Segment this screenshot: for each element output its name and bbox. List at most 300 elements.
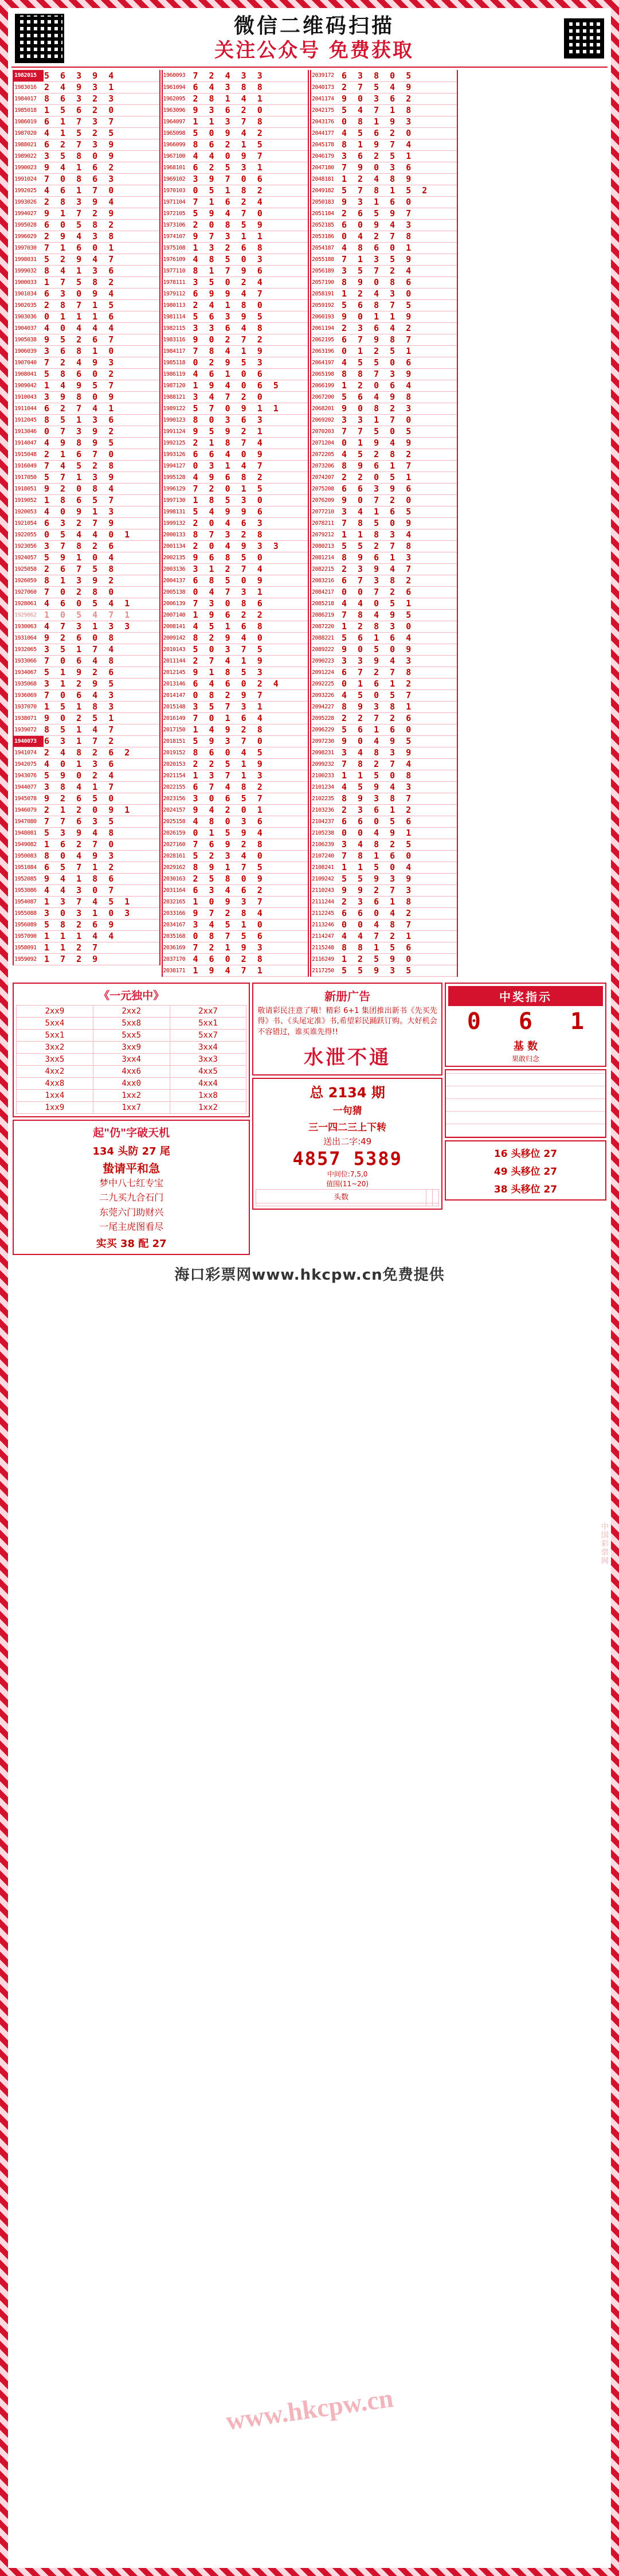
row-numbers: 3 9 8 0 9 bbox=[44, 391, 159, 403]
row-numbers: 8 1 3 9 2 bbox=[44, 575, 159, 586]
row-numbers: 0 0 4 9 1 bbox=[341, 827, 457, 839]
table-row bbox=[163, 219, 308, 231]
qr-code-icon-left[interactable] bbox=[15, 14, 64, 63]
table-row bbox=[163, 265, 308, 276]
table-row bbox=[311, 804, 457, 816]
table-row bbox=[14, 644, 159, 655]
row-period: 1941074 bbox=[14, 747, 44, 758]
row-period: 2087220 bbox=[311, 621, 341, 632]
header-title-line2: 关注公众号 免费获取 bbox=[214, 39, 414, 63]
table-row bbox=[311, 644, 457, 655]
row-period: 2117250 bbox=[311, 965, 341, 976]
table-row bbox=[163, 678, 308, 689]
row-period: 1900033 bbox=[14, 276, 44, 288]
table-row bbox=[163, 231, 308, 242]
row-numbers: 6 6 4 0 9 bbox=[193, 449, 308, 460]
table-row bbox=[163, 380, 308, 391]
row-period: 2114247 bbox=[311, 930, 341, 942]
row-numbers: 7 0 1 6 4 bbox=[193, 712, 308, 724]
table-row bbox=[163, 139, 308, 150]
row-numbers: 2 4 8 2 6 2 bbox=[44, 747, 159, 758]
poem-lines bbox=[16, 1176, 246, 1234]
row-numbers: 5 5 2 7 8 bbox=[341, 540, 457, 552]
table-row bbox=[311, 93, 457, 104]
row-numbers: 6 6 3 9 6 bbox=[341, 483, 457, 494]
table-row bbox=[311, 884, 457, 896]
row-numbers: 9 2 6 5 0 bbox=[44, 793, 159, 804]
row-period: 1945078 bbox=[14, 793, 44, 804]
table-row bbox=[14, 724, 159, 735]
table-row bbox=[311, 862, 457, 873]
table-row bbox=[14, 517, 159, 529]
row-period: 1930063 bbox=[14, 621, 44, 632]
row-numbers: 3 3 1 7 0 bbox=[341, 414, 457, 426]
table-row bbox=[163, 403, 308, 414]
row-numbers: 9 0 8 2 3 bbox=[341, 403, 457, 414]
row-period: 1988121 bbox=[163, 391, 193, 403]
award-digit: 6 bbox=[518, 1008, 532, 1035]
row-numbers: 2 7 5 4 9 bbox=[341, 81, 457, 93]
row-numbers: 3 3 9 4 3 bbox=[341, 655, 457, 667]
award-digit: 1 bbox=[570, 1008, 585, 1035]
one-yuan-cell: 2xx2 bbox=[93, 1005, 170, 1017]
one-yuan-cell: 4xx6 bbox=[93, 1065, 170, 1077]
row-numbers: 6 9 9 4 7 bbox=[193, 288, 308, 299]
table-row bbox=[311, 540, 457, 552]
table-row bbox=[163, 334, 308, 345]
row-numbers: 1 2 0 6 4 bbox=[341, 380, 457, 391]
row-numbers: 0 1 5 9 4 bbox=[193, 827, 308, 839]
table-row bbox=[311, 942, 457, 953]
riddle-text: 三一四二三上下转 bbox=[308, 1122, 387, 1134]
table-row bbox=[14, 127, 159, 139]
table-row bbox=[14, 747, 159, 758]
table-row bbox=[14, 655, 159, 667]
row-period: 2025158 bbox=[163, 816, 193, 827]
one-yuan-cell: 5xx5 bbox=[93, 1029, 170, 1041]
row-numbers: 2 8 3 9 4 bbox=[44, 196, 159, 208]
row-numbers: 8 8 7 3 9 bbox=[341, 368, 457, 380]
table-row bbox=[311, 529, 457, 540]
table-row bbox=[163, 930, 308, 942]
row-period: 2093226 bbox=[311, 689, 341, 701]
lower-right-column bbox=[445, 983, 606, 1255]
table-row bbox=[163, 953, 308, 965]
table-row bbox=[311, 655, 457, 667]
row-period: 1940073 bbox=[14, 735, 44, 747]
row-period: 2029162 bbox=[163, 862, 193, 873]
row-numbers: 0 7 3 9 2 bbox=[44, 426, 159, 437]
table-row bbox=[311, 403, 457, 414]
row-period: 1950083 bbox=[14, 850, 44, 862]
table-row bbox=[163, 208, 308, 219]
row-period: 2052185 bbox=[311, 219, 341, 231]
table-row bbox=[311, 196, 457, 208]
poem-line: 一尾主虎图看尽 bbox=[99, 1221, 164, 1233]
row-numbers: 4 9 6 8 2 bbox=[193, 471, 308, 483]
row-numbers: 9 3 1 6 0 bbox=[341, 196, 457, 208]
table-row bbox=[163, 517, 308, 529]
row-period: 2067200 bbox=[311, 391, 341, 403]
row-numbers: 4 5 6 2 0 bbox=[341, 127, 457, 139]
one-yuan-cell: 5xx1 bbox=[170, 1017, 246, 1029]
table-row bbox=[14, 873, 159, 884]
header-text-block bbox=[70, 14, 558, 63]
table-row bbox=[311, 299, 457, 311]
table-row bbox=[163, 162, 308, 173]
row-period: 1966099 bbox=[163, 139, 193, 150]
row-period: 2001134 bbox=[163, 540, 193, 552]
row-numbers: 2 6 7 5 8 bbox=[44, 563, 159, 575]
row-numbers: 7 0 6 4 3 bbox=[44, 689, 159, 701]
row-period: 2028161 bbox=[163, 850, 193, 862]
table-row bbox=[14, 311, 159, 322]
row-numbers: 4 0 4 4 4 bbox=[44, 322, 159, 334]
row-numbers: 8 9 1 7 5 bbox=[193, 862, 308, 873]
table-row bbox=[163, 598, 308, 609]
row-numbers: 7 8 4 1 9 bbox=[193, 345, 308, 357]
row-period: 1964097 bbox=[163, 116, 193, 127]
table-row bbox=[14, 219, 159, 231]
row-numbers: 9 0 4 9 5 bbox=[341, 735, 457, 747]
row-period: 2032165 bbox=[163, 896, 193, 907]
row-numbers: 6 3 0 9 4 bbox=[44, 288, 159, 299]
table-row bbox=[163, 311, 308, 322]
table-row bbox=[14, 380, 159, 391]
data-column-1 bbox=[13, 70, 160, 965]
table-row bbox=[311, 116, 457, 127]
table-row bbox=[311, 793, 457, 804]
table-row bbox=[311, 816, 457, 827]
table-row bbox=[311, 563, 457, 575]
table-row bbox=[163, 609, 308, 621]
one-yuan-cell: 4xx8 bbox=[17, 1077, 93, 1089]
row-period: 2010143 bbox=[163, 644, 193, 655]
row-period: 2042175 bbox=[311, 104, 341, 116]
row-numbers: 6 3 1 7 2 bbox=[44, 735, 159, 747]
table-row bbox=[14, 953, 159, 965]
table-row bbox=[14, 942, 159, 953]
row-period: 1914047 bbox=[14, 437, 44, 449]
row-period: 1998031 bbox=[14, 254, 44, 265]
table-row bbox=[311, 219, 457, 231]
row-numbers: 1 1 1 4 4 bbox=[44, 930, 159, 942]
table-row bbox=[311, 368, 457, 380]
table-row bbox=[163, 965, 308, 976]
row-period: 2059192 bbox=[311, 299, 341, 311]
row-period: 2081214 bbox=[311, 552, 341, 563]
row-numbers: 9 4 1 8 6 bbox=[44, 873, 159, 884]
row-period: 2006139 bbox=[163, 598, 193, 609]
row-period: 1936069 bbox=[14, 689, 44, 701]
row-period: 2056189 bbox=[311, 265, 341, 276]
row-numbers: 9 0 7 2 0 bbox=[341, 494, 457, 506]
row-numbers: 4 5 2 8 2 bbox=[341, 449, 457, 460]
one-yuan-cell: 4xx4 bbox=[170, 1077, 246, 1089]
row-numbers: 9 0 2 7 2 bbox=[193, 334, 308, 345]
table-row bbox=[311, 609, 457, 621]
table-row bbox=[14, 254, 159, 265]
table-row bbox=[14, 529, 159, 540]
row-period: 2103236 bbox=[311, 804, 341, 816]
period-title: 总 2134 期 bbox=[310, 1085, 385, 1101]
table-row bbox=[311, 517, 457, 529]
row-period: 1991124 bbox=[163, 426, 193, 437]
row-numbers: 9 0 5 0 9 bbox=[341, 644, 457, 655]
row-numbers: 1 3 2 6 8 bbox=[193, 242, 308, 254]
table-row bbox=[14, 689, 159, 701]
row-numbers: 9 2 0 8 4 bbox=[44, 483, 159, 494]
row-period: 2084217 bbox=[311, 586, 341, 598]
row-period: 1983016 bbox=[14, 81, 44, 93]
poem-line: 东莞六门助财兴 bbox=[99, 1206, 164, 1218]
row-numbers: 5 0 3 7 5 bbox=[193, 644, 308, 655]
table-row bbox=[163, 770, 308, 781]
table-row bbox=[14, 586, 159, 598]
row-numbers: 4 9 8 9 5 bbox=[44, 437, 159, 449]
one-yuan-cell: 2xx7 bbox=[170, 1005, 246, 1017]
table-row bbox=[14, 116, 159, 127]
row-period: 1946079 bbox=[14, 804, 44, 816]
row-period: 2034167 bbox=[163, 919, 193, 930]
row-numbers: 6 7 9 8 7 bbox=[341, 334, 457, 345]
row-numbers: 9 1 8 5 3 bbox=[193, 667, 308, 678]
row-numbers: 3 6 8 1 0 bbox=[44, 345, 159, 357]
row-period: 1932065 bbox=[14, 644, 44, 655]
row-numbers: 2 8 7 1 5 bbox=[44, 299, 159, 311]
one-yuan-row bbox=[17, 1017, 246, 1029]
award-note: 果敢归念 bbox=[511, 1054, 539, 1063]
row-numbers: 6 7 3 8 2 bbox=[341, 575, 457, 586]
table-row bbox=[163, 781, 308, 793]
row-numbers: 6 3 2 7 9 bbox=[44, 517, 159, 529]
row-numbers: 1 0 9 3 7 bbox=[193, 896, 308, 907]
row-numbers: 4 8 0 3 6 bbox=[193, 816, 308, 827]
table-row bbox=[14, 552, 159, 563]
row-numbers: 5 9 3 7 0 bbox=[193, 735, 308, 747]
row-numbers: 6 2 7 3 9 bbox=[44, 139, 159, 150]
table-row bbox=[14, 334, 159, 345]
table-row bbox=[163, 747, 308, 758]
row-period: 1977110 bbox=[163, 265, 193, 276]
poem-line: 二九买九合石门 bbox=[99, 1192, 164, 1203]
table-row bbox=[14, 804, 159, 816]
table-row bbox=[14, 816, 159, 827]
one-yuan-cell: 1xx4 bbox=[17, 1089, 93, 1101]
row-period: 1989122 bbox=[163, 403, 193, 414]
row-numbers: 7 2 4 9 3 bbox=[44, 357, 159, 368]
table-row bbox=[311, 689, 457, 701]
row-period: 2089222 bbox=[311, 644, 341, 655]
slogan-title: 起"仍"字破天机 bbox=[93, 1126, 170, 1139]
table-row bbox=[311, 586, 457, 598]
row-numbers: 7 2 0 1 5 bbox=[193, 483, 308, 494]
row-numbers: 4 5 1 6 8 bbox=[193, 621, 308, 632]
row-period: 2077210 bbox=[311, 506, 341, 517]
row-period: 1958091 bbox=[14, 942, 44, 953]
table-row bbox=[163, 196, 308, 208]
row-period: 1939072 bbox=[14, 724, 44, 735]
table-row bbox=[163, 471, 308, 483]
row-numbers: 3 5 7 3 1 bbox=[193, 701, 308, 712]
row-period: 2109242 bbox=[311, 873, 341, 884]
row-numbers: 4 7 3 1 3 3 bbox=[44, 621, 159, 632]
one-yuan-cell: 3xx3 bbox=[170, 1053, 246, 1065]
award-list-item: 49 头移位 27 bbox=[493, 1166, 558, 1178]
row-numbers: 6 3 8 0 5 bbox=[341, 70, 457, 81]
period-panel bbox=[252, 1078, 442, 1210]
row-numbers: 8 9 0 8 6 bbox=[341, 276, 457, 288]
row-period: 1955088 bbox=[14, 907, 44, 919]
row-period: 2115248 bbox=[311, 942, 341, 953]
row-numbers: 6 2 7 4 1 bbox=[44, 403, 159, 414]
table-row bbox=[163, 644, 308, 655]
row-period: 2035168 bbox=[163, 930, 193, 942]
table-row bbox=[163, 93, 308, 104]
one-yuan-row bbox=[17, 1029, 246, 1041]
send-line: 送出二字:49 bbox=[323, 1136, 372, 1147]
table-row bbox=[14, 563, 159, 575]
table-row bbox=[311, 265, 457, 276]
row-numbers: 1 7 5 8 2 bbox=[44, 276, 159, 288]
row-numbers: 7 1 6 2 4 bbox=[193, 196, 308, 208]
row-period: 2101234 bbox=[311, 781, 341, 793]
row-numbers: 9 6 8 5 0 bbox=[193, 552, 308, 563]
row-period: 1992025 bbox=[14, 185, 44, 196]
table-row bbox=[163, 449, 308, 460]
table-row bbox=[163, 414, 308, 426]
row-numbers: 6 6 0 5 6 bbox=[341, 816, 457, 827]
row-period: 2015148 bbox=[163, 701, 193, 712]
row-numbers: 1 1 8 3 4 bbox=[341, 529, 457, 540]
table-row bbox=[311, 449, 457, 460]
table-row bbox=[163, 689, 308, 701]
table-row bbox=[163, 426, 308, 437]
table-row bbox=[14, 907, 159, 919]
row-numbers: 1 8 6 5 7 bbox=[44, 494, 159, 506]
one-yuan-cell: 3xx9 bbox=[93, 1041, 170, 1053]
row-period: 1904037 bbox=[14, 322, 44, 334]
table-row bbox=[311, 70, 457, 81]
row-numbers: 3 5 1 7 4 bbox=[44, 644, 159, 655]
qr-code-icon-right[interactable] bbox=[564, 18, 604, 59]
table-row bbox=[163, 288, 308, 299]
row-numbers: 2 7 4 1 9 bbox=[193, 655, 308, 667]
note-middle-position: 中间位:7,5,0 bbox=[327, 1170, 368, 1179]
table-row bbox=[163, 254, 308, 265]
one-yuan-cell: 4xx5 bbox=[170, 1065, 246, 1077]
row-period: 2098231 bbox=[311, 747, 341, 758]
lower-section bbox=[11, 979, 608, 1258]
row-numbers: 8 7 3 2 8 bbox=[193, 529, 308, 540]
row-numbers: 1 4 9 5 7 bbox=[44, 380, 159, 391]
row-numbers: 3 4 8 2 5 bbox=[341, 839, 457, 850]
row-numbers: 7 9 0 3 6 bbox=[341, 162, 457, 173]
row-period: 2061194 bbox=[311, 322, 341, 334]
row-period: 2102235 bbox=[311, 793, 341, 804]
side-watermark: 中国彩票网 bbox=[600, 1522, 609, 1565]
poem-head: 蛰请平和急 bbox=[103, 1161, 160, 1175]
row-period: 2016149 bbox=[163, 712, 193, 724]
row-period: 1944077 bbox=[14, 781, 44, 793]
row-period: 2086219 bbox=[311, 609, 341, 621]
row-numbers: 6 0 5 8 2 bbox=[44, 219, 159, 231]
one-yuan-cell: 5xx4 bbox=[17, 1017, 93, 1029]
table-row bbox=[14, 460, 159, 471]
row-period: 1916049 bbox=[14, 460, 44, 471]
table-row bbox=[311, 827, 457, 839]
row-numbers: 9 0 1 1 9 bbox=[341, 311, 457, 322]
number-columns bbox=[11, 68, 608, 979]
row-numbers: 9 4 2 0 1 bbox=[193, 804, 308, 816]
row-period: 1933066 bbox=[14, 655, 44, 667]
row-period: 1972105 bbox=[163, 208, 193, 219]
row-period: 2017150 bbox=[163, 724, 193, 735]
table-row bbox=[311, 460, 457, 471]
table-row bbox=[14, 575, 159, 586]
table-row bbox=[311, 896, 457, 907]
row-period: 2064197 bbox=[311, 357, 341, 368]
one-yuan-cell: 4xx2 bbox=[17, 1065, 93, 1077]
row-numbers: 5 5 9 3 9 bbox=[341, 873, 457, 884]
table-row bbox=[311, 758, 457, 770]
table-row bbox=[14, 850, 159, 862]
row-period: 1922055 bbox=[14, 529, 44, 540]
row-numbers: 2 4 9 3 1 bbox=[44, 81, 159, 93]
rows-table-3 bbox=[311, 70, 457, 977]
table-row bbox=[14, 173, 159, 185]
row-period: 1999032 bbox=[14, 265, 44, 276]
row-numbers: 1 9 4 0 6 5 bbox=[193, 380, 308, 391]
row-numbers: 5 6 1 6 0 bbox=[341, 724, 457, 735]
row-numbers: 2 4 1 8 0 bbox=[193, 299, 308, 311]
table-row bbox=[163, 150, 308, 162]
table-row bbox=[163, 862, 308, 873]
table-row bbox=[311, 735, 457, 747]
row-numbers: 9 5 9 2 1 bbox=[193, 426, 308, 437]
row-period: 1979112 bbox=[163, 288, 193, 299]
row-numbers: 3 5 0 2 4 bbox=[193, 276, 308, 288]
row-numbers: 5 5 9 3 5 bbox=[341, 965, 457, 976]
row-numbers: 4 5 9 4 3 bbox=[341, 781, 457, 793]
table-row bbox=[14, 104, 159, 116]
row-numbers: 5 1 9 2 6 bbox=[44, 667, 159, 678]
table-row bbox=[311, 494, 457, 506]
row-period: 2012145 bbox=[163, 667, 193, 678]
award-list-item: 38 头移位 27 bbox=[493, 1184, 558, 1196]
row-period: 2070203 bbox=[311, 426, 341, 437]
row-period: 2023156 bbox=[163, 793, 193, 804]
table-row bbox=[163, 919, 308, 930]
row-period: 2044177 bbox=[311, 127, 341, 139]
row-period: 2058191 bbox=[311, 288, 341, 299]
row-period: 1925058 bbox=[14, 563, 44, 575]
row-period: 1999132 bbox=[163, 517, 193, 529]
row-numbers: 0 0 4 8 7 bbox=[341, 919, 457, 930]
table-row bbox=[163, 793, 308, 804]
row-numbers: 0 1 9 4 9 bbox=[341, 437, 457, 449]
row-numbers: 6 7 4 8 2 bbox=[193, 781, 308, 793]
row-numbers: 8 4 1 3 6 bbox=[44, 265, 159, 276]
row-numbers: 4 0 9 1 3 bbox=[44, 506, 159, 517]
table-row bbox=[14, 299, 159, 311]
table-row bbox=[14, 471, 159, 483]
table-row bbox=[311, 632, 457, 644]
row-period: 2046179 bbox=[311, 150, 341, 162]
row-period: 2099232 bbox=[311, 758, 341, 770]
table-row bbox=[163, 357, 308, 368]
row-period: 2088221 bbox=[311, 632, 341, 644]
